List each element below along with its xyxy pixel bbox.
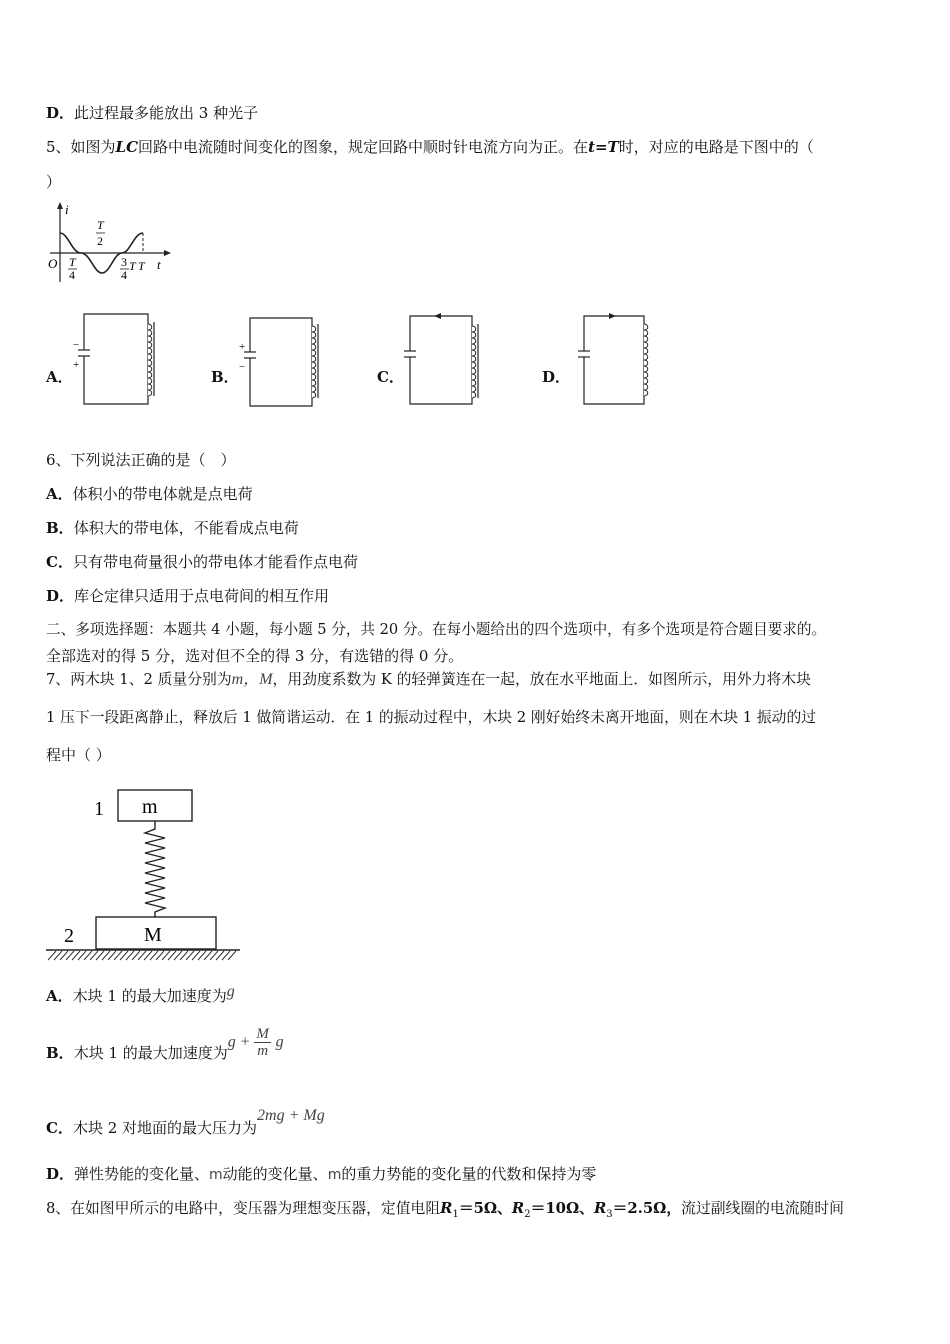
tick-3t4-den: 4 [121, 268, 127, 282]
option-label: B． [46, 1044, 74, 1062]
q5-stem-line2 [46, 172, 61, 192]
subscript: 2 [524, 1208, 531, 1220]
option-label: D． [46, 104, 75, 122]
label-block-2: 2 [64, 925, 74, 947]
circuit-b-label: B． [211, 368, 239, 386]
q7-option-b [46, 1022, 284, 1062]
option-text: 库仑定律只适用于点电荷间的相互作用 [74, 587, 330, 605]
q6-option-b [46, 518, 299, 538]
resistor-R2: R [511, 1200, 525, 1217]
inductor-coil [312, 326, 316, 398]
tick-T: T [138, 259, 145, 273]
fraction-numerator: M [256, 1025, 269, 1042]
q7-text: 1 压下一段距离静止，释放后 1 做简谐运动．在 1 的振动过程中，木块 2 刚好始终未离开地面，则在木块 1 振动的过 [46, 709, 817, 726]
q7-text: ，用劲度系数为 K 的轻弹簧连在一起，放在水平地面上．如图所示，用外力将木块 [272, 671, 811, 688]
q7-text: 7、两木块 1、2 质量分别为 [46, 671, 232, 688]
q8-stem-line1 [46, 1199, 844, 1225]
inductor-coil [472, 326, 476, 398]
option-text: 体积小的带电体就是点电荷 [72, 485, 253, 503]
tick-t2-num: T [97, 218, 104, 232]
circuit-b [236, 312, 326, 412]
tick-t2-den: 2 [97, 234, 103, 248]
label-block-1: 1 [94, 798, 104, 820]
option-text: 木块 1 的最大加速度为 [72, 987, 227, 1005]
q8-text: 8、在如图甲所示的电路中，变压器为理想变压器，定值电阻 [46, 1200, 441, 1217]
math-g: g [275, 1033, 284, 1050]
current-arrow-left [434, 313, 441, 319]
q5-text: 回路中电流随时间变化的图象，规定回路中顺时针电流方向为正。在 [138, 138, 589, 156]
label-i: i [65, 202, 69, 217]
q5-text: ） [46, 173, 62, 191]
q6-option-c [46, 552, 358, 572]
q8-text: 流过副线圈的电流随时间 [681, 1200, 844, 1217]
circuit-d-label: D． [542, 368, 571, 386]
option-text: 动能的变化量、 [222, 1165, 328, 1183]
resistor-R1: R [440, 1200, 453, 1217]
resistor-value: ＝10Ω、 [530, 1200, 594, 1217]
circuit-c [398, 310, 488, 410]
math-m: m [209, 1167, 223, 1183]
block-M-label: M [144, 924, 162, 946]
math-plus: + [240, 1033, 250, 1050]
q6-option-d [46, 586, 329, 606]
resistor-value: ＝2.5Ω， [612, 1200, 682, 1217]
option-text: 弹性势能的变化量、 [74, 1165, 210, 1183]
minus-sign: − [73, 339, 80, 351]
label-t: t [157, 257, 161, 272]
q6-stem [46, 450, 236, 470]
ground-hatching [48, 951, 236, 960]
circuit-a-label: A． [46, 368, 73, 386]
section2-line1 [46, 620, 826, 640]
option-label: D． [46, 1165, 75, 1183]
q5-text: 时，对应的电路是下图中的（ [618, 138, 814, 156]
q7-stem-line3 [46, 745, 111, 765]
subscript: 3 [606, 1208, 613, 1220]
spring [145, 821, 165, 917]
circuit-c-label: C． [377, 368, 404, 386]
inductor-coil [644, 324, 648, 396]
plus-sign: + [73, 359, 80, 371]
q7-option-c [46, 1107, 325, 1139]
tick-3t4-T: T [129, 259, 136, 273]
q7-stem-line1 [46, 670, 811, 690]
minus-sign: − [239, 361, 246, 373]
block-m-label: m [142, 796, 158, 818]
tick-t4-num: T [69, 255, 76, 269]
q6-option-a [46, 484, 253, 504]
q5-stem-line1 [46, 137, 814, 157]
math-2mg-plus-Mg: 2mg + Mg [257, 1107, 325, 1124]
q7-stem-line2 [46, 708, 816, 728]
section2-line2 [46, 646, 463, 666]
q5-lc: LC [115, 138, 139, 156]
math-M: M [259, 671, 273, 688]
fraction-denominator: m [257, 1042, 269, 1059]
option-label: D． [46, 587, 75, 605]
q4-option-d [46, 103, 258, 123]
resistor-value: ＝5Ω、 [458, 1200, 512, 1217]
math-g: g [226, 983, 235, 1000]
current-arrow-right [609, 313, 616, 319]
subscript: 1 [452, 1208, 459, 1220]
q7-text: 程中（ ） [46, 746, 111, 764]
i-axis-arrow [57, 202, 63, 209]
section2-text: 全部选对的得 5 分，选对但不全的得 3 分，有选错的得 0 分。 [46, 647, 464, 665]
plus-sign: + [239, 341, 246, 353]
option-text: 只有带电荷量很小的带电体才能看作点电荷 [72, 553, 358, 571]
current-time-graph [40, 198, 180, 288]
tick-t4-den: 4 [69, 268, 75, 282]
math-m: m [231, 671, 244, 688]
math-m: m [327, 1167, 342, 1183]
option-label: C． [46, 553, 73, 571]
circuit-a [70, 310, 160, 410]
option-label: A． [46, 987, 73, 1005]
tick-3t4-num: 3 [121, 255, 127, 269]
option-label: A． [46, 485, 73, 503]
inductor-coil [148, 324, 152, 396]
option-label: B． [46, 519, 74, 537]
resistor-R3: R [593, 1200, 607, 1217]
option-text: 此过程最多能放出 3 种光子 [74, 104, 259, 122]
option-label: C． [46, 1119, 73, 1137]
fraction-M-over-m [254, 1026, 271, 1059]
math-g: g [227, 1033, 236, 1050]
option-text: 木块 1 的最大加速度为 [73, 1044, 228, 1062]
t-axis-arrow [164, 250, 171, 256]
label-origin: O [48, 256, 58, 271]
q7-option-a [46, 983, 235, 1007]
option-text: 木块 2 对地面的最大压力为 [72, 1119, 258, 1137]
q7-option-d [46, 1164, 596, 1185]
math-comma: ， [243, 671, 260, 688]
circuit-d [572, 310, 662, 410]
option-text: 体积大的带电体，不能看成点电荷 [73, 519, 299, 537]
q6-stem-text: 6、下列说法正确的是（ ） [46, 451, 236, 469]
spring-block-figure [44, 785, 244, 965]
section2-text: 二、多项选择题：本题共 4 小题，每小题 5 分，共 20 分。在每小题给出的四个选项中，有多个选项是符合题目要求的。 [46, 621, 827, 638]
q5-t-eq-T: t=T [588, 138, 619, 156]
option-text: 的重力势能的变化量的代数和保持为零 [341, 1165, 597, 1183]
q5-text: 5、如图为 [46, 138, 116, 156]
